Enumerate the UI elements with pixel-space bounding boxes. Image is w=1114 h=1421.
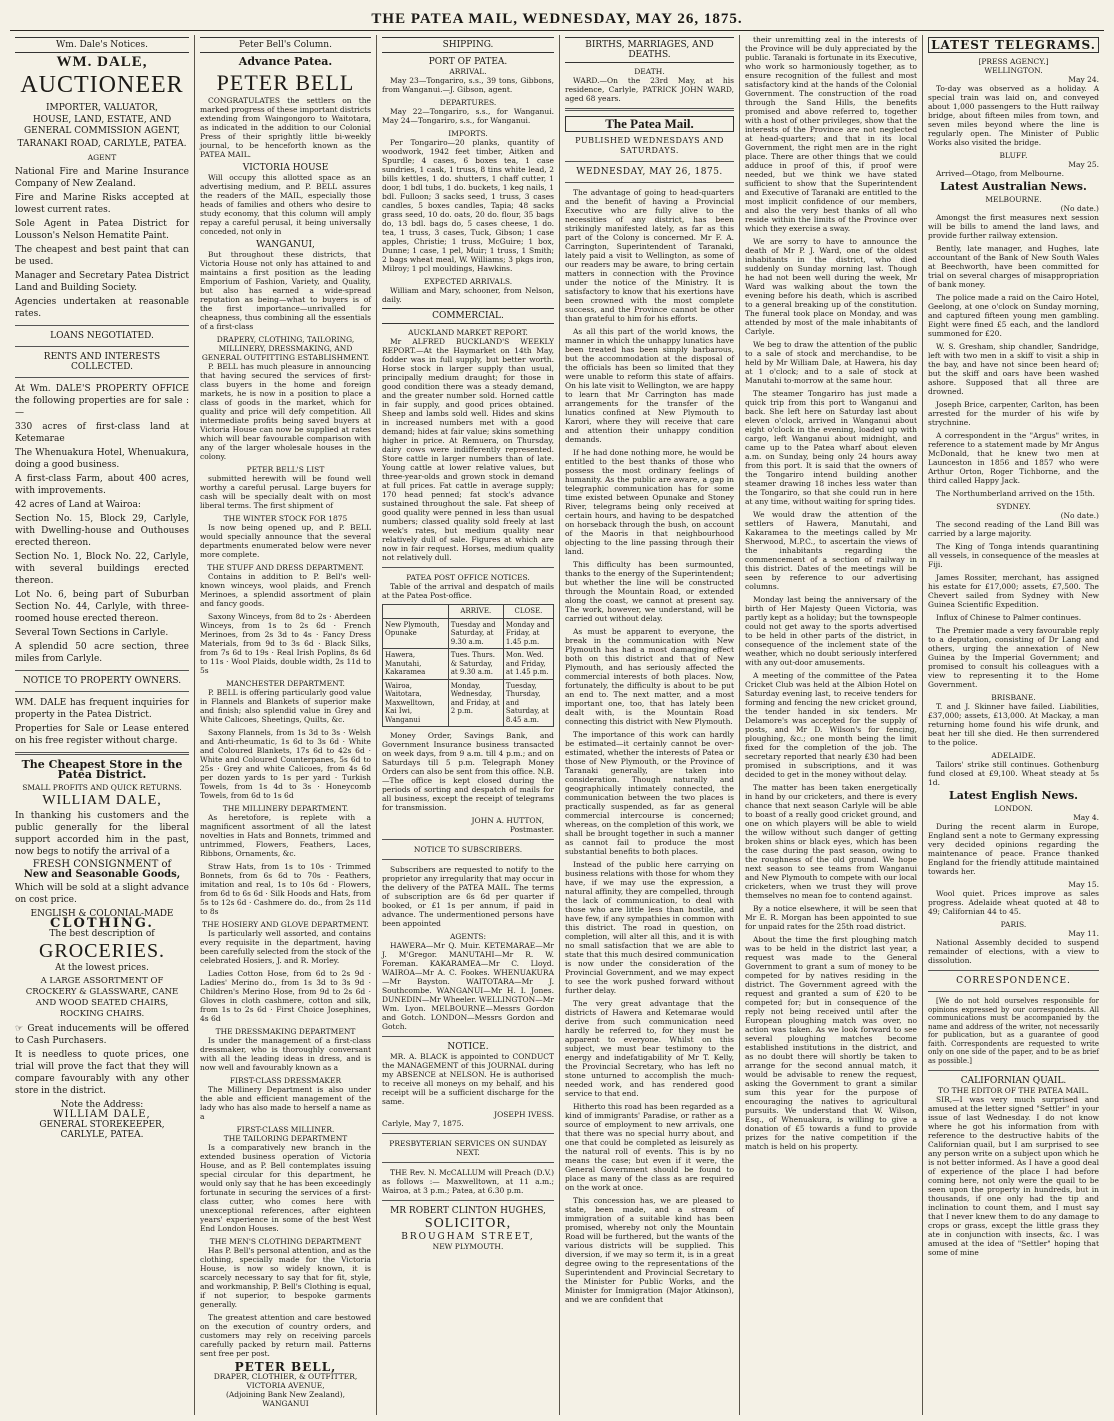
city-heading: WELLINGTON. <box>984 66 1043 75</box>
price-list: Saxony Flannels, from 1s 3d to 3s · Welsh and Anti-rheumatic, 1s 6d to 3s 6d · White and Coloured Blankets, 17s 6d to 42s 6d · White and Coloured Counterpanes, 5s 6d to 25s · Grey and white Calicoes, from 4s 6d per dozen yards to 1s per yard · Turkish Towels, from 1s 4d to 3s · Honeycomb Towels, from 6d to 1s 6d <box>200 728 371 800</box>
table-header: CLOSE. <box>503 605 553 619</box>
property-listing: A first-class Farm, about 400 acres, with improvements. <box>15 474 189 496</box>
store-highlight: ENGLISH & COLONIAL-MADE <box>30 909 174 919</box>
news-paragraph: The matter has been taken energetically in hand by our cricketers, and there is every chance that next season Carlyle will be able to boast of a really good cricket ground, and one on which players will be able to wield the willow without such danger of getting broken shins or black eyes, which has been the case during the past season, owing to the roughness of the old ground. We hope next season to see teams from Wanganui and New Plymouth to compete with our local cricketers, when we trust they will prove themselves no mean foe to contend against. <box>745 783 917 900</box>
editorial-paragraph: Hitherto this road has been regarded as a kind of immigrants' Paradise, or rather as a source of employment to new arrivals, one that there was no special hurry about, and one that could be completed as leisurely as the natural roll of events. This is by no means the case; but even if it were, the General Government should be found to place as many of the class as are required on the work at once. <box>565 1102 734 1192</box>
correspondence-note: [We do not hold ourselves responsible for opinions expressed by our correspondents. All communications must be accompanied by the name and address of the writer, not necessarily for publication, but as a guarantee of good faith. Correspondents are requested to write only on one side of the paper, and to be as brief as possible.] <box>928 997 1099 1065</box>
paragraph: The greatest attention and care bestowed on the execution of country orders, and customers may rely on receiving parcels carefully packed by return mail. Patterns sent free per post. <box>200 1313 371 1358</box>
store-text: Which will be sold at a slight advance on cost price. <box>15 883 189 905</box>
section-heading: FIRST-CLASS DRESSMAKER <box>229 1076 342 1085</box>
address-line: GENERAL STOREKEEPER, <box>39 1120 165 1130</box>
store-subtitle: SMALL PROFITS AND QUICK RETURNS. <box>22 783 182 792</box>
office-intro: At Wm. DALE'S PROPERTY OFFICE the following properties are for sale :— <box>15 384 189 418</box>
property-listing: A splendid 50 acre section, three miles from Carlyle. <box>15 642 189 664</box>
property-listing: Section No. 1, Block No. 22, Carlyle, with several buildings erected thereon. <box>15 552 189 586</box>
telegram-text: W. S. Gresham, ship chandler, Sandridge, left with two men in a skiff to visit a ship in the bay, and have not since been heard of; but the skiff and oars have been washed ashore. Supposed that all three are drowned. <box>928 342 1099 396</box>
telegram-text: During the recent alarm in Europe, England sent a note to Germany expressing very decided opinions regarding the maintenance of peace. France thanked England for the friendly attitude maintained towards her. <box>928 822 1099 876</box>
column-subheader: Advance Patea. <box>238 55 333 68</box>
column-local-news <box>740 35 923 1415</box>
editorial-paragraph: The advantage of going to head-quarters and the benefit of having a Provincial Executive who are fully alive to the necessities of any district, has been strikingly manifested lately, as far as this part of the Colony is concerned. Mr F. A. Carrington, Superintendent of Taranaki, lately paid a visit to Wellington, as some of our readers may be aware, to bring certain matters in connection with the Province under the notice of the Ministry. It is satisfactory to know that his exertions have been crowned with the most complete success, and the Province cannot be other than grateful to him for his efforts. <box>565 188 734 323</box>
advertiser-name: PETER BELL <box>216 70 355 95</box>
advertiser-name: WM. DALE, <box>56 54 148 70</box>
table-cell: Wairoa, Waitotara, Maxwelltown, Kai Iwi, Wanganui <box>383 679 449 727</box>
telegram-text: The second reading of the Land Bill was carried by a large majority. <box>928 520 1099 538</box>
telegram-text: To-day was observed as a holiday. A special train was laid on, and conveyed about 1,000 passengers to the Hutt railway bridge, about fifteen miles from town, and seven miles beyond where the line is regularly open. The Minister of Public Works also visited the bridge. <box>928 84 1099 147</box>
paragraph: Money Order, Savings Bank, and Government Insurance business transacted on week days, from 9 a.m. till 4 p.m.; and on Saturdays till 5 p.m. Telegraph Money Orders can also be sent from this office. N.B.—The office is kept closed during the periods of sorting and despatch of mails for all business, except the receipt of telegrams for transmission. <box>382 731 554 812</box>
paragraph: submitted herewith will be found well worthy a careful perusal. Large buyers for cash will be specially dealt with on most liberal terms. The first shipment of <box>200 474 371 510</box>
press-agency: [PRESS AGENCY.] <box>978 57 1049 66</box>
table-cell: New Plymouth, Opunake <box>383 618 449 649</box>
news-paragraph: Monday last being the anniversary of the birth of Her Majesty Queen Victoria, was partly kept as a holiday; but the townspeople could not get away to the sports advertised to be held in other parts of the district, in consequence of the inclement state of the weather, which no doubt seriously interfered with any out-door amusements. <box>745 595 917 667</box>
signature: PETER BELL, <box>234 1360 337 1374</box>
solicitor-city: NEW PLYMOUTH. <box>432 1242 504 1251</box>
paragraph: May 23—Tongariro, s.s., 39 tons, Gibbons, from Wanganui.—J. Gibson, agent. <box>382 76 554 94</box>
store-highlight: A LARGE ASSORTMENT OF CROCKERY & GLASSWARE, CANE AND WOOD SEATED CHAIRS, ROCKING CHAIRS. <box>25 976 179 1019</box>
solicitor-name: MR ROBERT CLINTON HUGHES, <box>390 1206 546 1216</box>
signature: JOSEPH IVESS. <box>494 1110 554 1119</box>
column-header: Wm. Dale's Notices. <box>15 37 189 53</box>
telegram-text: Arrived—Otago, from Melbourne. <box>936 169 1064 178</box>
section-heading: PATEA POST OFFICE NOTICES. <box>406 573 530 582</box>
price-list: Straw Hats, from 1s to 10s · Trimmed Bonnets, from 6s 6d to 70s · Feathers, imitation and real, 1s to 10s 6d · Flowers, from 6d to 6s 6d · Silk Hoods and Hats, from 5s to 12s 6d · Cashmere do. do., from 2s 11d to 8s <box>200 862 371 916</box>
section-heading: THE HOSIERY AND GLOVE DEPARTMENT. <box>202 920 369 929</box>
section-heading: PORT OF PATEA. <box>428 57 508 67</box>
property-listing: The Whenuakura Hotel, Whenuakura, doing a good business. <box>15 448 189 470</box>
masthead: THE PATEA MAIL, WEDNESDAY, MAY 26, 1875. <box>10 8 1104 31</box>
section-title: COMMERCIAL. <box>382 308 554 324</box>
subheading: AGENTS: <box>449 932 487 941</box>
city-heading: PARIS. <box>1000 920 1027 929</box>
column-editorial <box>560 35 740 1415</box>
table-header-row <box>383 605 554 619</box>
store-highlight: New and Seasonable Goods, <box>23 869 181 880</box>
section-heading: RENTS AND INTERESTS COLLECTED. <box>43 352 161 372</box>
column-dale <box>10 35 195 1415</box>
paper-title: The Patea Mail. <box>565 116 734 132</box>
service-line: Sole Agent in Patea District for Lousson's Nelson Hematite Paint. <box>15 219 189 241</box>
letter-text: SIR,—I was very much surprised and amused at the letter signed "Settler" in your issue of last Wednesday. I do not know where he got his information from with reference to the destructive habits of the Californian quail, but I am surprised to see any person write on a subject upon which he is not better informed. As I have a good deal of experience of the place I had before coming here, not only were the quail to be seen upon the property in hundreds, but in thousands, if one only had the tip and inclination to count them, and I must say that I never knew them to do any damage to crops or grass, except the little grass they ate in conjunction with insects, &c. I was amused at the idea of "Settler" hoping that some of mine <box>928 1095 1099 1257</box>
paragraph: But throughout these districts, that Victoria House not only has attained to and maintains a first position as the leading Emporium of Fashion, Variety, and Quality, but also has earned a wide-spread reputation as being—what to buyers is of the first importance—unrivalled for cheapness, thus combining all the essentials of a first-class <box>200 250 371 331</box>
paragraph: THE Rev. N. McCALLUM will Preach (D.V.) as follows :— Maxwelltown, at 11 a.m.; Wairoa, at 3 p.m.; Patea, at 6.30 p.m. <box>382 1168 554 1195</box>
property-listing: Lot No. 6, being part of Suburban Section No. 44, Carlyle, with three-roomed house erected thereon. <box>15 590 189 624</box>
paragraph: CONGRATULATES the settlers on the marked progress of these important districts extending from Waingongoro to Waitotara, as indicated in the addition to our Colonial Press of their sprightly little bi-weekly journal, to be henceforth known as the PATEA MAIL. <box>200 96 372 159</box>
subheading: AUCKLAND MARKET REPORT. <box>408 328 528 337</box>
section-heading: THE WINTER STOCK FOR 1875 <box>223 514 348 523</box>
paragraph: Is particularly well assorted, and contains every requisite in the department, having been carefully selected from the stock of the celebrated Hosiers, J. and R. Morley. <box>200 929 371 965</box>
telegram-text: The police made a raid on the Cairo Hotel, Geelong, at one o'clock on Sunday morning, and captured fifteen young men gambling. Eight were fined £5 each, and the landlord summoned for £20. <box>928 293 1099 338</box>
dateline: May 24. <box>1068 75 1099 84</box>
telegram-text: A correspondent in the "Argus" writes, in reference to a statement made by Mr Angus McDonald, that he knew two men at Launceston in 1856 and 1857 who were Arthur Orton, Roger Tichborne, and the third called Happy Jack. <box>928 431 1099 485</box>
cash-text: Great inducements will be offered to Cash Purchasers. <box>15 1024 189 1046</box>
service-line: National Fire and Marine Insurance Company of New Zealand. <box>15 167 189 189</box>
paragraph: Is under the management of a first-class dressmaker, who is thoroughly conversant with all the leading ideas in dress, and is now well and favourably known as a <box>200 1036 371 1072</box>
column-shipping <box>377 35 560 1415</box>
store-text: At the lowest prices. <box>55 963 149 973</box>
telegram-text: Wool quiet. Prices improve as sales progress. Adelaide wheat quoted at 48 to 49; Californian 44 to 45. <box>928 889 1099 916</box>
section-heading: NOTICE. <box>447 1042 489 1052</box>
telegram-text: Bently, late manager, and Hughes, late accountant of the Bank of New South Wales at Beechworth, have been committed for trial on several charges of misappropriation of bank money. <box>928 244 1099 289</box>
paragraph: Is a comparatively new branch in the extended business operation of Victoria House, and as P. Bell contemplates issuing special circular for this department, he would only say that he has been exceedingly fortunate in securing the services of a first-class cutter, who comes here with unexceptional references, after eighteen years' experience in some of the best West End London Houses. <box>200 1143 371 1233</box>
city-heading: ADELAIDE. <box>991 751 1036 760</box>
dateline: (No date.) <box>1060 204 1099 213</box>
section-heading: THE MILLINERY DEPARTMENT. <box>222 804 349 813</box>
telegram-text: The Northumberland arrived on the 15th. <box>936 489 1095 498</box>
editorial-paragraph: Instead of the public here carrying on business relations with those for whom they have, if we may use the expression, a natural affinity, they are compelled, through the lack of communication, to deal with those who are little less than hostile, and have few, if any sympathies in common with this district. The road in question, on completion, will alter all this, and it is with no small satisfaction that we are able to state that this much desired communication is now under the consideration of the Provincial Government, and we may expect to see the work pushed forward without further delay. <box>565 860 734 995</box>
table-row <box>383 649 554 680</box>
telegram-text: Amongst the first measures next session will be bills to amend the land laws, and provide further railway extension. <box>928 213 1099 240</box>
ad-subtitle: HOUSE, LAND, ESTATE, AND GENERAL COMMISSION AGENT, <box>23 115 181 136</box>
signature-line: WANGANUI <box>262 1399 309 1408</box>
section-heading: THE MEN'S CLOTHING DEPARTMENT <box>209 1237 362 1246</box>
table-cell: Mon. Wed. and Friday, at 1.45 p.m. <box>503 649 553 680</box>
paper-subtitle: PUBLISHED WEDNESDAYS AND SATURDAYS. <box>575 136 724 155</box>
news-paragraph: their unremitting zeal in the interests of the Province will be duly appreciated by the public. Taranaki is fortunate in its Executive, who work so harmoniously together, as to ensure recognition of the fullest and most satisfactory kind at the hands of the Colonial Government. The construction of the road through the Sand Hills, the benefits promised and above referred to, together with a host of other privileges, show that the interests of the Province are not neglected at head-quarters; and that in its local Government, the right men are in the right place. There are other things that we could adduce in proof of this, if proof were needed, but we think we have stated sufficient to show that the Superintendent and Executive of Taranaki are entitled to the most implicit confidence of our members, and also the very best thanks of all who reside within the limits of the Province over which they exercise a sway. <box>745 35 917 233</box>
death-notice: WARD.—On the 23rd May, at his residence, Carlyle, PATRICK JOHN WARD, aged 68 years. <box>565 76 734 103</box>
service-line: Manager and Secretary Patea District Land and Building Society. <box>15 271 189 293</box>
property-listing: Section No. 15, Block 29, Carlyle, with Dwelling-house and Outhouses erected thereon. <box>15 514 189 548</box>
price-list: Ladies Cotton Hose, from 6d to 2s 9d · Ladies' Merino do., from 1s 3d to 3s 9d · Children's Merino Hose, from 9d to 2s 6d · Gloves in cloth cashmere, cotton and silk, from 1s to 2s 6d · First Choice Josephines, 4s 6d <box>200 969 371 1023</box>
news-paragraph: The steamer Tongariro has just made a quick trip from this port to Wanganui and back. She left here on Saturday last about eleven o'clock, arrived in Wanganui about eight o'clock in the evening, loaded up with cargo, left Wanganui about midnight, and came up to the Patea wharf about eleven a.m. on Sunday, being only 24 hours away from this port. It is said that the owners of the Tongariro intend building another steamer drawing 18 inches less water than the Tongariro, so that she could run in here at any time, without waiting for spring tides. <box>745 389 917 506</box>
column-header: Peter Bell's Column. <box>200 37 371 53</box>
agent-label: AGENT <box>87 153 117 162</box>
section-title: Latest Australian News. <box>940 180 1087 193</box>
issue-date: WEDNESDAY, MAY 26, 1875. <box>576 167 723 177</box>
city-heading: BRISBANE. <box>991 693 1036 702</box>
editorial-paragraph: As all this part of the world knows, the manner in which the unhappy lunatics have been treated has been simply barbarous, but the accommodation at the disposal of the officials has been so limited that they were unable to reform this state of affairs. On his late visit to Wellington, we are happy to learn that Mr Carrington has made arrangements for the transfer of the lunatics confined at New Plymouth to Karori, where they will receive that care and attention their unhappy condition demands. <box>565 327 734 444</box>
subheading: DEPARTURES. <box>439 98 497 107</box>
paragraph: As heretofore, is replete with a magnificent assortment of all the latest novelties in Hats and Bonnets, trimmed and untrimmed, Flowers, Feathers, Laces, Ribbons, Ornaments, &c. <box>200 813 371 858</box>
property-listing: 42 acres of Land at Wairoa: <box>15 500 141 510</box>
section-heading: PRESBYTERIAN SERVICES ON SUNDAY NEXT. <box>389 1139 547 1157</box>
pointing-hand-icon: ☞ <box>15 1024 28 1034</box>
notice-text: WM. DALE has frequent inquiries for property in the Patea District. <box>15 698 189 720</box>
property-listing: 330 acres of first-class land at Ketemarae <box>15 422 189 444</box>
section-heading: MANCHESTER DEPARTMENT. <box>226 679 345 688</box>
telegram-text: The Premier made a very favourable reply to a deputation, consisting of Dr Lang and others, urging the annexation of New Guinea by the Imperial Government; and promised to consult his colleagues with a view to representing it to the Home Government. <box>928 626 1099 689</box>
store-highlight: GROCERIES. <box>38 940 166 962</box>
table-cell: Tuesday and Saturday, at 9.30 a.m. <box>448 618 503 649</box>
table-header <box>383 605 449 619</box>
editorial-paragraph: This concession has, we are pleased to state, been made, and a stream of immigration of a suitable kind has been promised, whereby not only the Mountain Road will be furthered, but the wants of the various districts will be supplied. This diversion, if we may so term it, is in a great degree owing to the representations of the Superintendent and Provincial Secretary to the Minister for Public Works, and the Minister for Immigration (Major Atkinson), and we are confident that <box>565 1196 734 1304</box>
column-header: BIRTHS, MARRIAGES, AND DEATHS. <box>565 37 734 63</box>
section-heading: PETER BELL'S LIST <box>246 465 325 474</box>
paragraph: Contains in addition to P. Bell's well-known winceys, wool plaids, and French Merinoes, a splendid assortment of plain and fancy goods. <box>200 572 371 608</box>
notice-title: NOTICE TO PROPERTY OWNERS. <box>22 676 182 686</box>
solicitor-title: SOLICITOR, <box>424 1216 512 1231</box>
editorial-paragraph: This difficulty has been surmounted, thanks to the energy of the Superintendent; but whether the line will be constructed through the Mountain Road, or extended along the coast, we cannot at present say. The work, however, we understand, will be carried out without delay. <box>565 560 734 623</box>
signature-line: DRAPER, CLOTHIER, & OUTFITTER, <box>213 1372 358 1381</box>
telegram-text: The King of Tonga intends quarantining all vessels, in consequence of the measles at Fiji. <box>928 542 1099 569</box>
notice-text: Properties for Sale or Lease entered on his free register without charge. <box>15 724 189 746</box>
paragraph: Table of the arrival and despatch of mails at the Patea Post-office. <box>382 582 554 600</box>
store-text: It is needless to quote prices, one trial will prove the fact that they will compare favourably with any other store in the district. <box>15 1050 189 1096</box>
news-paragraph: We beg to draw the attention of the public to a sale of stock and merchandise, to be held by Mr William Dale, at Hawera, his day at 1 o'clock; and to a sale of stock at Manutahi to-morrow at the same hour. <box>745 340 917 385</box>
city-heading: MELBOURNE. <box>985 195 1042 204</box>
paragraph: Has P. Bell's personal attention, and as the clothing, specially made for the Victoria House, is now so widely known, it is scarcely necessary to say that for fit, style, and workmanship, P. Bell's Clothing is equal, if not superior, to bespoke garments generally. <box>200 1246 371 1309</box>
address-line: WILLIAM DALE, <box>53 1109 151 1120</box>
section-heading: DRAPERY, CLOTHING, TAILORING, MILLINERY, DRESSMAKING, AND GENERAL OUTFITTING ESTABLISHMENT. <box>201 335 370 362</box>
table-cell: Tuesday, Thursday, and Saturday, at 8.45 a.m. <box>503 679 553 727</box>
cash-offer <box>15 1023 189 1047</box>
city-heading: BLUFF. <box>999 151 1028 160</box>
table-row <box>383 679 554 727</box>
telegram-text: Joseph Brice, carpenter, Carlton, has been arrested for the murder of his wife by strychnine. <box>928 400 1099 427</box>
news-paragraph: By a notice elsewhere, it will be seen that Mr E. R. Morgan has been appointed to sue for unpaid rates for the 25th road district. <box>745 904 917 931</box>
mail-table <box>382 604 554 727</box>
dateline: (No date.) <box>1060 511 1099 520</box>
column-header: SHIPPING. <box>382 37 554 53</box>
telegram-text: National Assembly decided to suspend remainder of elections, with a view to dissolution. <box>928 938 1099 965</box>
table-cell: Tues. Thurs. & Saturday, at 9.30 a.m. <box>448 649 503 680</box>
property-listing: Several Town Sections in Carlyle. <box>15 628 169 638</box>
paragraph: Will occupy this allotted space as an advertising medium, and P. BELL assures the readers of the MAIL, especially those heads of families and others who desire to study economy, that this column will amply repay a careful perusal, it being universally conceded, not only in <box>200 173 371 236</box>
store-owner: WILLIAM DALE, <box>42 793 162 808</box>
signature-line: VICTORIA AVENUE, <box>246 1381 325 1390</box>
letter-title: CALIFORNIAN QUAIL. <box>960 1076 1067 1086</box>
ad-address: TARANAKI ROAD, CARLYLE, PATEA. <box>17 139 187 149</box>
editorial-paragraph: The very great advantage that the districts of Hawera and Ketemarae would derive from such communication need hardly be referred to, for they must be apparent to everyone. Whilst on this subject, we must bear testimony to the energy and indefatigability of Mr T. Kelly, the Provincial Secretary, who has left no stone unturned to accomplish the much-needed work, and has rendered good service to that end. <box>565 999 734 1098</box>
table-row <box>383 618 554 649</box>
city-heading: LONDON. <box>994 804 1033 813</box>
ad-subtitle: IMPORTER, VALUATOR, <box>45 103 159 113</box>
store-title: The Cheapest Store in the Patea District. <box>21 758 183 781</box>
city-heading: SYDNEY. <box>996 502 1031 511</box>
section-heading: THE STUFF AND DRESS DEPARTMENT. <box>207 563 364 572</box>
editorial-paragraph: As must be apparent to everyone, the break in the communication with New Plymouth has had a most damaging effect both on this district and that of New Plymouth, and has seriously affected the commercial interests of both places. Now, fortunately, the difficulty is about to be put an end to. The next matter, and a most important one, too, that has lately been dealt with, is the Mountain Road connecting this district with New Plymouth. <box>565 627 734 726</box>
section-heading: VICTORIA HOUSE <box>242 163 329 173</box>
store-highlight: CLOTHING. <box>50 916 154 931</box>
subheading: DEATH. <box>634 67 665 76</box>
section-heading: WANGANUI, <box>256 240 315 250</box>
store-text: In thanking his customers and the public generally for the liberal support accorded him in the past, now begs to notify the arrival of a <box>15 811 189 857</box>
table-cell: Hawera, Manutahi, Kakaramea <box>383 649 449 680</box>
paragraph: William and Mary, schooner, from Nelson, daily. <box>382 286 554 304</box>
dateline: May 11. <box>1068 929 1099 938</box>
news-paragraph: A meeting of the committee of the Patea Cricket Club was held at the Albion Hotel on Saturday evening last, to receive tenders for forming and fencing the new cricket ground, the tender handed in six tenders. Mr Delamore's was accepted for the supply of posts, and Mr D. Wilson's for fencing, ploughing, &c.; one month being the limit fixed for the completion of the job. The secretary reported that nearly £30 had been promised in subscriptions, and it was decided to get in the money without delay. <box>745 671 917 779</box>
paragraph: The Millinery Department is also under the able and efficient management of the lady who has also made to herself a name as a <box>200 1085 371 1121</box>
address-note: Note the Address: <box>60 1100 144 1110</box>
signature: JOHN A. HUTTON, <box>471 816 544 825</box>
service-line: Agencies undertaken at reasonable rates. <box>15 297 189 319</box>
telegram-text: James Rossiter, merchant, has assigned his estate for £17,000; assets, £7,500. The Chevert sailed from Sydney with New Guinea Scientific Expedition. <box>928 573 1099 609</box>
paragraph: Is now being opened up, and P. BELL would specially announce that the several departments enumerated below were never more complete. <box>200 523 371 559</box>
table-cell: Monday and Friday, at 1.45 p.m. <box>503 618 553 649</box>
columns <box>10 35 1104 1415</box>
column-telegrams <box>923 35 1104 1415</box>
dateline: May 25. <box>1068 160 1099 169</box>
column-bell <box>195 35 377 1415</box>
section-title: Latest English News. <box>948 789 1079 802</box>
editorial-paragraph: If he had done nothing more, he would be entitled to the best thanks of those who possess the most ordinary feelings of humanity. As the public are aware, a gap in telegraphic communication has for some time existed between Opunake and Stoney River, telegrams being only received at certain hours, and having to be despatched on horseback through the bush, on account of the Maoris in that neighbourhood objecting to the line passing through their land. <box>565 448 734 556</box>
section-heading: FIRST-CLASS MILLINER. <box>236 1125 335 1134</box>
agents-list: HAWERA—Mr Q. Muir. KETEMARAE—Mr J. M'Gregor. MANUTAHI—Mr R. W. Foreman. KAKARAMEA—Mr C. Lloyd. WAIROA—Mr A. C. Fookes. WHENUAKURA—Mr Bayston. WAITOTARA—Mr J. Southcombe. WANGANUI—Mr H. I. Jones. DUNEDIN—Mr Wheeler. WELLINGTON—Mr Wm. Lyon. MELBOURNE—Messrs Gordon and Gotch. LONDON—Messrs Gordon and Gotch. <box>382 941 554 1031</box>
news-paragraph: We are sorry to have to announce the death of Mr P. J. Ward, one of the oldest inhabitants in the district, who died suddenly on Sunday morning last. Though he had not been well during the week, Mr Ward was walking about the town the evening before his death, which is ascribed to a general breaking up of the constitution. The funeral took place on Monday, and was attended by most of the male inhabitants of Carlyle. <box>745 237 917 336</box>
paragraph: P. BELL is offering particularly good value in Flannels and Blankets of superior make and finish; also splendid value in Grey and White Calicoes, Sheetings, Quilts, &c. <box>200 688 371 724</box>
ad-title: AUCTIONEER <box>20 72 184 98</box>
telegram-text: T. and J. Skinner have failed. Liabilities, £37,000; assets, £13,000. At Mackay, a man returning home found his wife drunk, and beat her till she died. He then surrendered to the police. <box>928 702 1099 747</box>
table-header: ARRIVE. <box>448 605 503 619</box>
subheading: IMPORTS. <box>448 129 488 138</box>
section-heading: NOTICE TO SUBSCRIBERS. <box>413 845 523 854</box>
column-header: LATEST TELEGRAMS. <box>928 37 1099 53</box>
dateline: May 4. <box>1073 813 1099 822</box>
editorial-paragraph: The importance of this work can hardly be estimated—it certainly cannot be over-estimated, whether the interests of Patea or those of New Plymouth, or the Province of Taranaki generally, are taken into consideration. Though naturally and geographically intimately connected, the communication between the two places is practically suspended, as far as general commercial intercourse is concerned; whereas, on the completion of this work, we shall be brought together in such a manner as cannot fail to produce the most substantial benefits to both places. <box>565 730 734 856</box>
section-heading: THE DRESSMAKING DEPARTMENT <box>215 1027 356 1036</box>
date-line: Carlyle, May 7, 1875. <box>382 1119 464 1128</box>
store-text: The best description of <box>49 929 155 939</box>
paragraph: May 22—Tongariro, s.s., for Wanganui. May 24—Tongariro, s.s., for Wanganui. <box>382 107 554 125</box>
subheading: ARRIVAL. <box>449 67 487 76</box>
price-list: Saxony Winceys, from 8d to 2s · Aberdeen Winceys, from 1s to 2s 6d · French Merinoes, from 2s 3d to 4s · Fancy Dress Materials, from 9d to 3s 6d · Black Silks, from 7s 6d to 19s · Real Irish Poplins, 8s 6d to 11s · Wool Plaids, double width, 2s 11d to 5s <box>200 612 371 675</box>
paragraph: Mr ALFRED BUCKLAND'S WEEKLY REPORT.—At the Haymarket on 14th May, fodder was in full supply, but better worth. Horse stock in larger supply than usual, principally medium draught; for those in good condition there was a steady demand, and the greater number sold. Horned cattle in fair supply, and good prices obtained. Sheep and lambs sold well. Hides and skins in increased numbers met with a good demand; hides at fair value; skins something higher in price. At Remuera, on Thursday, dairy cows were indifferently represented. Store cattle in larger numbers than of late. Young cattle at lower relative values, but three-year-olds and grown stock in demand at full prices. Fat cattle in average supply; 170 head penned; fat stock's advance sustained throughout the sale. Fat sheep of good quality were penned in less than usual numbers; classed quality sold freely at last week's rates, but medium quality near relatively dull of sale. Figures at which are now in fair request. Horses, medium quality not relatively dull. <box>382 337 554 562</box>
service-line: Fire and Marine Risks accepted at lowest current rates. <box>15 193 189 215</box>
solicitor-address: BROUGHAM STREET, <box>401 1232 535 1242</box>
paragraph: MR. A. BLACK is appointed to CONDUCT the MANAGEMENT of this JOURNAL during my ABSENCE at NELSON. He is authorised to receive all moneys on my behalf, and his receipt will be a sufficient discharge for the same. <box>382 1052 554 1106</box>
address-line: CARLYLE, PATEA. <box>60 1130 144 1140</box>
news-paragraph: About the time the first ploughing match was to be held in the district last year, a request was made to the General Government to grant a sum of money to be competed for by natives residing in the district. The Government agreed with the request and granted a sum of £20 to be competed for; but in consequence of the reply not being received until after the European ploughing match was over, no action was taken. As we look forward to see several ploughing matches become established institutions in the district, and as no doubt there will shortly be taken to arrange for the second annual match, it would be advisable to renew the request, asking the Government to grant a similar sum this year for the purpose of encouraging the natives to agricultural pursuits. We understand that W. Wilson, Esq., of Whenuakura, is willing to give a donation of £5 towards a fund to provide prizes for the native competition if the match is held on his property. <box>745 935 917 1151</box>
section-title: CORRESPONDENCE. <box>956 976 1071 986</box>
paragraph: Per Tongariro—20 planks, quantity of woodwork, 1942 feet timber, Aitken and Spurdle; 4 cases, 6 boxes tea, 1 case sundries, 1 cask, 1 truss, 8 tins white lead, 2 bills kettles, 1 do. shutters, 1 chaff cutter, 1 door, 1 bdl tubs, 1 do. buckets, 1 keg nails, 1 bdl. Fulloon; 3 sacks seed, 1 truss, 3 cases candles, 5 boxes candles, Tapia; 48 sacks grass seed, 10 do. oats, 20 do. flour, 35 bags do, 13 bdl. bags do, 5 cases cheese, 1 do. tea, 1 truss, 3 cases, Tuck, Gibson; 1 case apples, Christie; 1 truss, McGuire; 1 box, Dunne; 1 case, 1 pel, Muir; 1 truss, 1 Smith; 2 bags wheat meal, W. Williams; 3 pkgs iron, Milroy; 1 pcl mouldings, Hawkins. <box>382 138 554 273</box>
service-line: The cheapest and best paint that can be used. <box>15 245 189 267</box>
signature-line: (Adjoining Bank New Zealand), <box>225 1390 346 1399</box>
dateline: May 15. <box>1068 880 1099 889</box>
paragraph: P. BELL has much pleasure in announcing that having secured the services of first-class buyers in the home and foreign markets, he is now in a position to place a class of goods in the market, which for quality and price will defy competition. All intermediate profits being saved buyers at Victoria House can now be supplied at rates which will bear favourable comparison with any of the larger wholesale houses in the colony. <box>200 362 371 461</box>
paragraph: Subscribers are requested to notify to the proprietor any irregularity that may occur in the delivery of the PATEA MAIL. The terms of subscription are 6s 6d per quarter if booked, or £1 1s per annum, if paid in advance. The undermentioned persons have been appointed <box>382 865 554 928</box>
subheading: EXPECTED ARRIVALS. <box>423 277 513 286</box>
table-cell: Monday, Wednesday, and Friday, at 2 p.m. <box>448 679 503 727</box>
section-heading: LOANS NEGOTIATED. <box>50 331 154 341</box>
news-paragraph: We would draw the attention of the settlers of Hawera, Manutahi, and Kakaramea to the meetings called by Mr Sherwood, M.P.C., to ascertain the views of the inhabitants regarding the commencement of a section of railway in this district. Dates of the meetings will be seen by reference to our advertising columns. <box>745 510 917 591</box>
telegram-text: Influx of Chinese to Palmer continues. <box>936 613 1082 622</box>
letter-address: TO THE EDITOR OF THE PATEA MAIL. <box>938 1086 1089 1095</box>
store-highlight: FRESH CONSIGNMENT of <box>32 859 172 870</box>
section-heading: THE TAILORING DEPARTMENT <box>223 1134 348 1143</box>
signature-line: Postmaster. <box>509 825 554 834</box>
telegram-text: Tailors' strike still continues. Gothenburg fund closed at £9,100. Wheat steady at 5s 1d. <box>928 760 1099 787</box>
